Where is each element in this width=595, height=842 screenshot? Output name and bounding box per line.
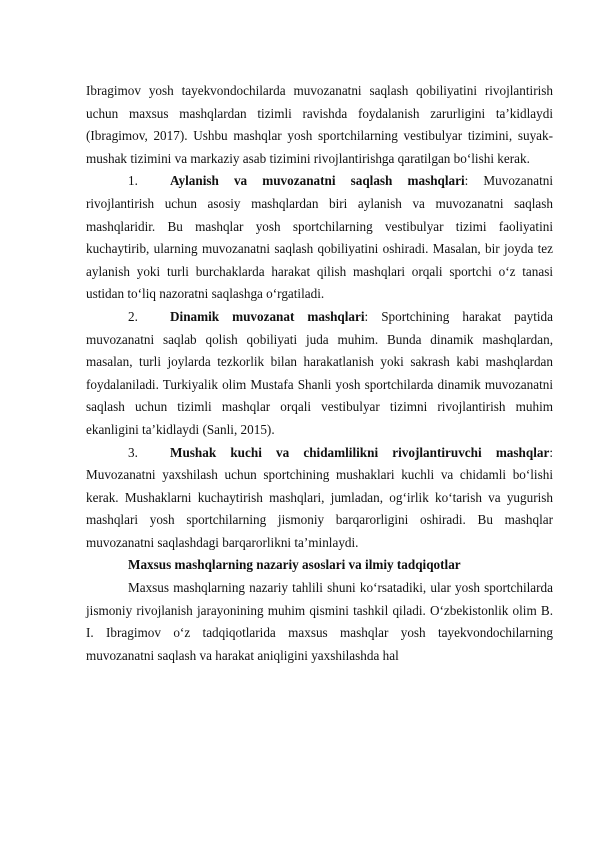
section-heading: Maxsus mashqlarning nazariy asoslari va ilmiy tadqiqotlar: [128, 557, 461, 573]
list-item: [86, 170, 553, 306]
list-item-number: 1.: [128, 173, 138, 189]
list-item-number: 3.: [128, 444, 138, 460]
document-page: [86, 80, 553, 667]
list-item-text: : Sportchining harakat paytida muvozanatni saqlab qolish qobiliyati juda muhim. Bunda dinamik mashqlardan, masalan, turli joylarda tezkorlik bilan harakatlanish yoki sakrash kabi mashqlardan foydalaniladi. Turkiyalik olim Mustafa Shanli yosh sportchilarda dinamik muvozanatni saqlash uchun tizimli mashqlar orqali vestibulyar tizimni rivojlantirish muhim ekanligini ta’kidlaydi (Sanli, 2015).: [86, 308, 553, 437]
list-item: [86, 306, 553, 442]
list-item-title: Aylanish va muvozanatni saqlash mashqlari: [170, 173, 465, 189]
list-item-title: Dinamik muvozanat mashqlari: [170, 308, 365, 324]
intro-paragraph: Ibragimov yosh tayekvondochilarda muvozanatni saqlash qobiliyatini rivojlantirish uchun maxsus mashqlardan tizimli ravishda foydalanish zarurligini ta’kidlaydi (Ibragimov, 2017). Ushbu mashqlar yosh sportchilarning vestibulyar tizimini, suyak-mushak tizimini va markaziy asab tizimini rivojlantirishga qaratilgan bo‘lishi kerak.: [86, 83, 553, 166]
list-item: [86, 442, 553, 555]
list-item-text: : Muvozanatni yaxshilash uchun sportchining mushaklari kuchli va chidamli bo‘lishi kerak. Mushaklarni kuchaytirish mashqlari, jumladan, og‘irlik ko‘tarish va yugurish mashqlari yosh sportchilarning jismoniy barqarorligini oshiradi. Bu mashqlar muvozanatni saqlashdagi barqarorlikni ta’minlaydi.: [86, 444, 553, 550]
list-item-number: 2.: [128, 308, 138, 324]
list-item-title: Mushak kuchi va chidamlilikni rivojlantiruvchi mashqlar: [170, 444, 550, 460]
final-paragraph: Maxsus mashqlarning nazariy tahlili shuni ko‘rsatadiki, ular yosh sportchilarda jismoniy rivojlanish jarayonining muhim qismini tashkil qiladi. O‘zbekistonlik olim B. I. Ibragimov o‘z tadqiqotlarida maxsus mashqlar yosh tayekvondochilarning muvozanatni saqlash va harakat aniqligini yaxshilashda hal: [86, 580, 553, 663]
list-item-text: : Muvozanatni rivojlantirish uchun asosiy mashqlardan biri aylanish va muvozanatni saqlash mashqlaridir. Bu mashqlar yosh sportchilarning vestibulyar tizimi faoliyatini kuchaytirib, ularning muvozanatni saqlash qobiliyatini oshiradi. Masalan, bir joyda tez aylanish yoki turli burchaklarda harakat qilish mashqlari orqali sportchi o‘z tanasi ustidan to‘liq nazoratni saqlashga o‘rgatiladi.: [86, 173, 553, 302]
